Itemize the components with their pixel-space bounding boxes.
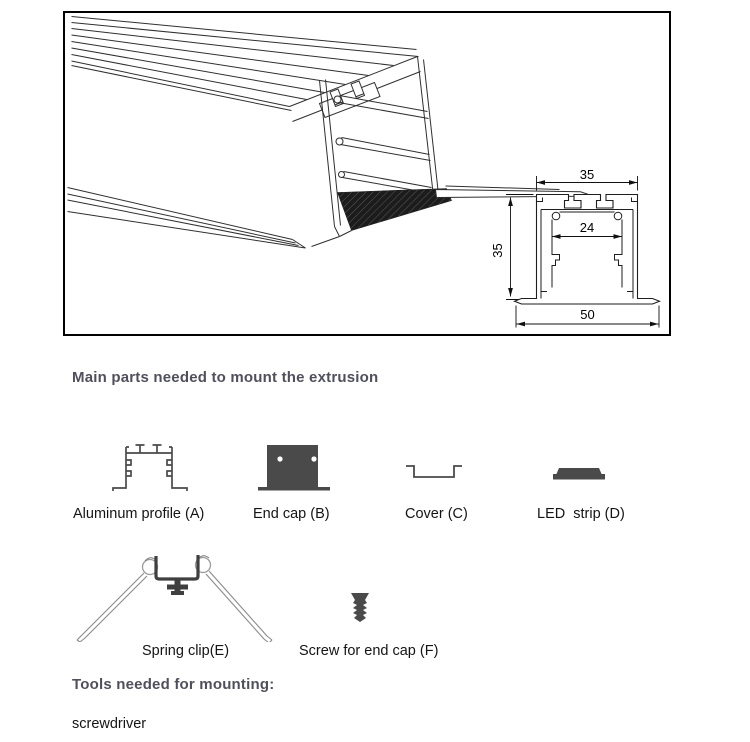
led-strip-icon [549,464,609,488]
cover-icon [403,458,465,486]
dim-inner-width-value: 24 [579,220,595,235]
part-label-led-strip: LED strip (D) [537,506,625,522]
hatched-opening [338,189,452,231]
part-label-spring-clip: Spring clip(E) [142,643,230,659]
tools-item-screwdriver: screwdriver [72,716,147,732]
part-label-aluminum-profile: Aluminum profile (A) [73,506,205,522]
extrusion-figure [65,13,669,334]
dim-top-width [537,167,638,191]
dim-height [490,195,534,300]
dim-height-value: 35 [490,243,505,258]
extrusion-3d-drawing [68,17,588,249]
dim-top-width-value: 35 [579,167,595,182]
figure-box [63,11,671,336]
end-cap-icon [252,440,336,494]
part-label-cover: Cover (C) [405,506,468,522]
spring-clip-icon [70,546,280,642]
cross-section-outline [515,195,660,305]
screw-for-end-cap-icon [344,589,376,629]
dim-bottom-width-value: 50 [580,307,595,322]
main-parts-heading: Main parts needed to mount the extrusion [72,369,379,386]
part-label-screw: Screw for end cap (F) [299,643,439,659]
dim-bottom-width [516,306,659,328]
part-label-end-cap: End cap (B) [253,506,330,522]
tools-heading: Tools needed for mounting: [72,676,275,693]
aluminum-profile-icon [110,438,190,496]
